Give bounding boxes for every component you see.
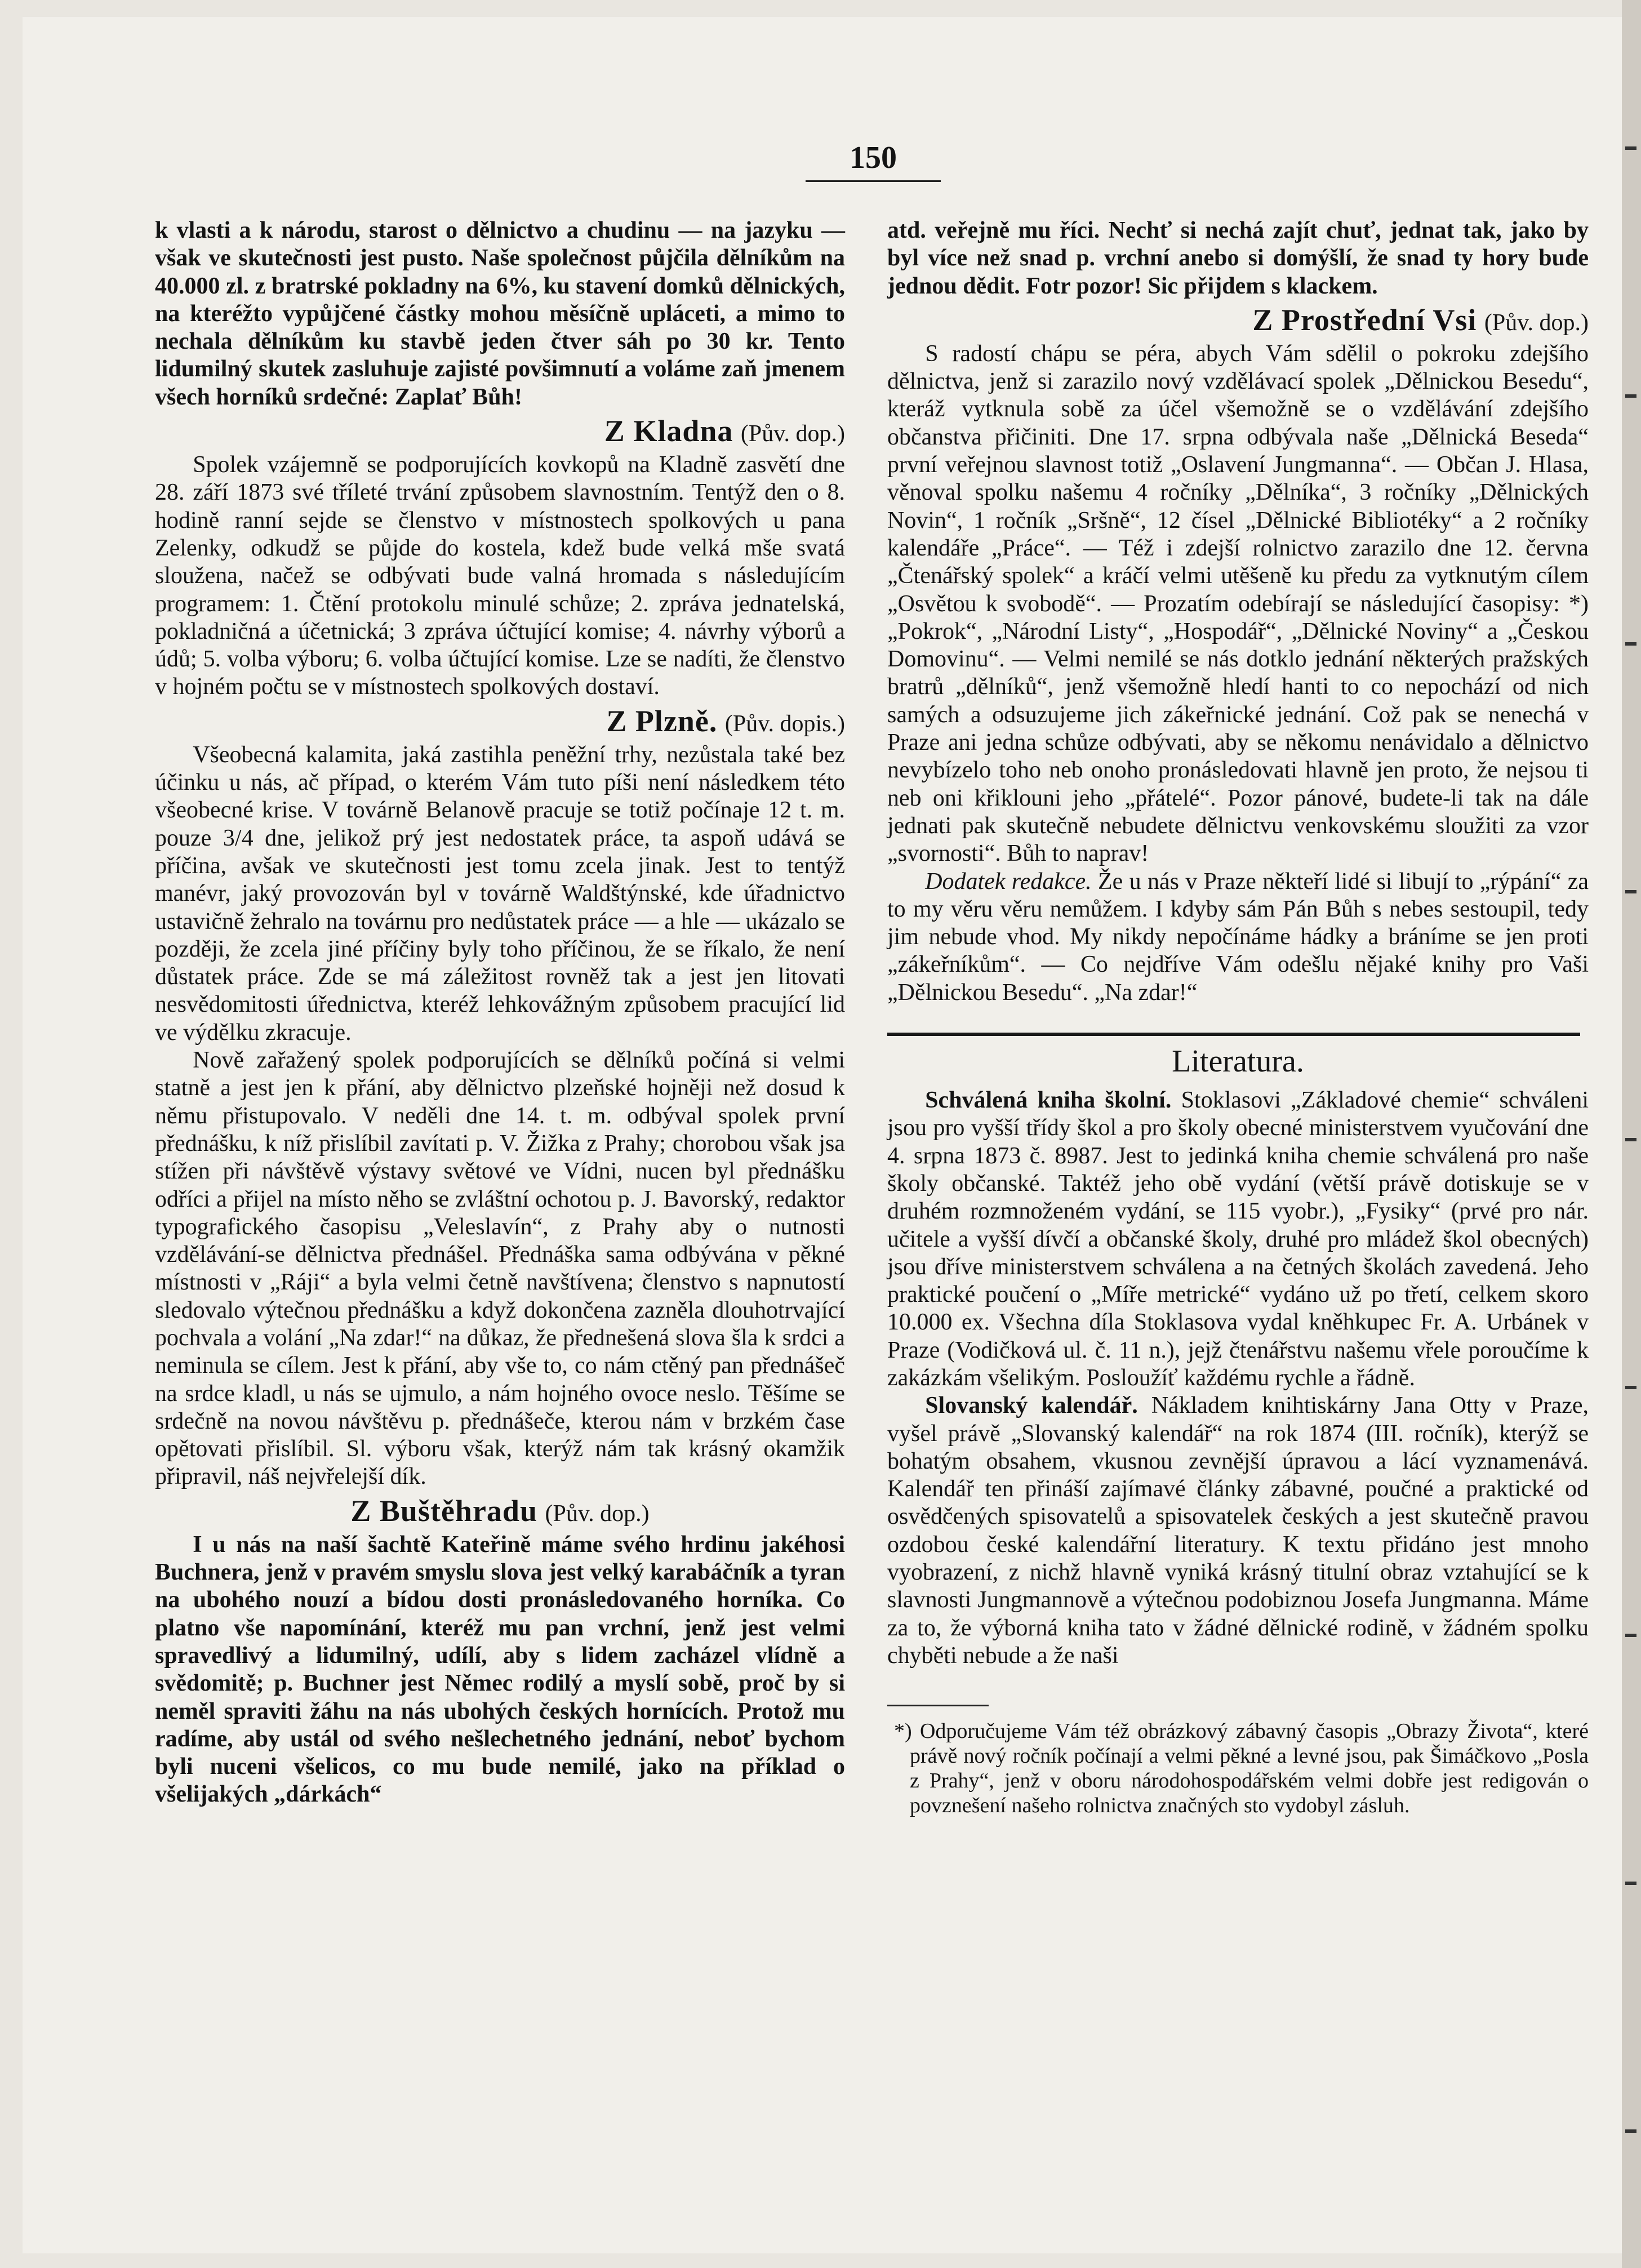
book-notice [887, 1087, 1589, 1392]
plzen-text-1: Všeobecná kalamita, jaká zastihla peněžní trhy, nezůstala také bez účinku u nás, ač případ, o kterém Vám tuto píši není následkem této všeobecné krise. V továrně Belanově pracuje se totiž počínaje 12 t. m. pouze 3/4 dne, jelikož prý jest nedostatek práce, ta aspoň udává se příčina, avšak ve skutečnosti jest tomu zcela jinak. Jest to tentýž manévr, jaký provozován byl v továrně Waldštýnské, kde úřadnictvo ustavičně žehralo na továrnu pro nedůstatek práce — a hle — ukázalo se později, že zcela jiné příčiny byly toho příčinou, že se říkalo, že není důstatek práce. Zde se má záležitost rovněž tak a jest jen litovati nesvědomitosti úřednictva, kteréž lehkovážným způsobem pracující lid ve výdělku zkracuje. [155, 741, 845, 1046]
edge-mark [1625, 642, 1636, 646]
prostredni-ves-text: S radostí chápu se péra, abych Vám sdělil o pokroku zdejšího dělnictva, jenž si zarazilo nový vzdělávací spolek „Dělnickou Besedu“, kteráž vytknula sobě za účel všemožně se o vzdělávání zdejšího občanstva přičiniti. Dne 17. srpna odbývala naše „Dělnická Beseda“ první veřejnou slavnost totiž „Oslavení Jungmanna“. — Občan J. Hlasa, věnoval spolku našemu 4 ročníky „Dělníka“, 3 ročníky „Dělnických Novin“, 1 ročník „Sršně“, 12 čísel „Dělnické Bibliotéky“ a 2 ročníky kalendáře „Práce“. — Též i zdejší rolnictvo zarazilo dne 12. června „Čtenářský spolek“ a kráčí velmi utěšeně ku předu za vytknutým cílem „Osvětou k svobodě“. — Prozatím odebírají se následující časopisy: *) „Pokrok“, „Národní Listy“, „Hospodář“, „Dělnické Noviny“ a „Českou Domovinu“. — Velmi nemilé se nás dotklo jednání některých pražských bratrů „dělníků“, jenž všemožně hledí hanti to co nepochází od nich samých a odsuzujeme jich zákeřnické jednání. Což pak se nenechá v Praze ani jedna schůze odbývati, aby se někomu nenávidalo a dělnictvo nevybízelo toho neb onoho pronásledovati hlavně jen proto, že nejsou ti neb oni křiklouni jeho „přátelé“. Pozor pánové, budete-li tak na dále jednati pak skutečně nebudete dělnictvu venkovskému sloužiti za vzor „svornosti“. Bůh to naprav! [887, 340, 1589, 867]
calendar-notice-lead: Slovanský kalendář. [925, 1393, 1138, 1419]
plzen-note: (Pův. dopis.) [724, 710, 845, 737]
addendum-text: Že u nás v Praze někteří lidé si libují to „rýpání“ za to my věru věru nemůžem. I kdyby sám Pán Bůh s nebes sestoupil, tedy jim nebude vhod. My nikdy nepočínáme hádky a bráníme se jen proti „zákeřníkům“. — Co nejdříve Vám odešlu nějaké knihy pro Vaši „Dělnickou Besedu“. „Na zdar!“ [887, 868, 1589, 1006]
page-number-rule [806, 180, 941, 182]
kladno-heading [155, 413, 845, 451]
prostredni-ves-heading [887, 303, 1589, 340]
edge-mark [1625, 1882, 1636, 1885]
calendar-notice [887, 1392, 1589, 1670]
prostredni-ves-title: Z Prostřední Vsi [1252, 303, 1477, 337]
bustehrad-heading [155, 1493, 845, 1531]
editorial-addendum [887, 868, 1589, 1007]
binding-edge [1622, 0, 1641, 2268]
bustehrad-text: I u nás na naší šachtě Kateřině máme svého hrdinu jakéhosi Buchnera, jenž v pravém smyslu slova jest velký karabáčník a tyran na ubohého nouzí a bídou dosti pronásledovaného horníka. Co platno vše napomínání, kteréž mu pan vrchní, jenž jest velmi spravedlivý a lidumilný, udílí, aby s lidem zacházel vlídně a svědomitě; p. Buchner jest Němec rodilý a myslí sobě, proč by si neměl spraviti žáhu na nás ubohých českých hornících. Protož mu radíme, aby ustál od svého nešlechetného jednání, neboť bychom byli nuceni všelicos, co mu bude nemilé, jako na příklad o všelijakých „dárkách“ [155, 1531, 845, 1808]
page-number: 150 [850, 140, 897, 175]
intro-paragraph: k vlasti a k národu, starost o dělnictvo a chudinu — na jazyku — však ve skutečnosti jest pusto. Naše společnost půjčila dělníkům na 40.000 zl. z bratrské pokladny na 6%, ku stavení domků dělnických, na kteréžto vypůjčené částky mohou měsíčně upláceti, a mimo to nechala dělníkům ku stavbě jeden čtver sáh po 30 kr. Tento lidumilný skutek zasluhuje zajisté povšimnutí a voláme zaň jmenem všech horníků srdečné: Zaplať Bůh! [155, 217, 845, 410]
edge-mark [1625, 1386, 1636, 1389]
footnote-rule [887, 1705, 989, 1706]
kladno-title: Z Kladna [604, 414, 733, 448]
kladno-note: (Pův. dop.) [740, 421, 845, 447]
edge-mark [1625, 1138, 1636, 1141]
kladno-text: Spolek vzájemně se podporujících kovkopů na Kladně zasvětí dne 28. září 1873 své tříleté trvání způsobem slavnostním. Tentýž den o 8. hodině ranní sejde se členstvo v místnostech spolkových u pana Zelenky, odkudž se půjde do kostela, kdež bude velká mše svatá sloužena, načež se odbývati bude valná hromada s následujícím programem: 1. Čtění protokolu minulé schůze; 2. zpráva jednatelská, pokladničná a účetnická; 3 zpráva účtující komise; 4. návrhy výborů a údů; 5. volba výboru; 6. volba účtující komise. Lze se nadíti, že členstvo v hojném počtu se v místnostech spolkových dostaví. [155, 452, 845, 700]
left-column [155, 217, 845, 1809]
addendum-label: Dodatek redakce. [925, 868, 1092, 895]
bustehrad-title: Z Buštěhradu [350, 1493, 537, 1528]
prostredni-ves-note: (Pův. dop.) [1484, 309, 1589, 336]
book-notice-text: Stoklasovi „Základové chemie“ schváleni jsou pro vyšší třídy škol a pro školy obecné ministerstvem vyučování dne 4. srpna 1873 č. 8987. Jest to jedinká kniha chemie schválená pro naše školy občanské. Taktéž jeho obě vydání (větší právě dotiskuje se v druhém rozmnoženém vydání, se 115 vyobr.), „Fysiky“ (prvé pro nár. učitele a vyšší dívčí a občanské školy, druhé pro mládež škol obecných) jsou dříve ministerstvem schválena a na četných školách zavedená. Jeho praktické poučení o „Míře metrické“ vydáno už po třetí, celkem skoro 10.000 ex. Všechna díla Stoklasova vydal kněhkupec Fr. A. Urbánek v Praze (Vodičková ul. č. 11 n.), jejž čtenářstvu našemu vřele poroučíme k zakázkám všelikým. Posloužíť každému rychle a řádně. [887, 1087, 1589, 1391]
edge-mark [1625, 146, 1636, 150]
footnote: *) Odporučujeme Vám též obrázkový zábavný časopis „Obrazy Života“, které právě nový ročník počínají a velmi pěkné a levné jsou, pak Šimáčkovo „Posla z Prahy“, jenž v oboru národohospodářském velmi dobře jest redigován o povznešení našeho rolnictva značných sto vydobyl zásluh. [894, 1719, 1589, 1818]
continuation-paragraph: atd. veřejně mu říci. Nechť si nechá zajít chuť, jednat tak, jako by byl více než snad p. vrchní anebo si domýšlí, že snad ty hory bude jednou dědit. Fotr pozor! Sic přijdem s klackem. [887, 217, 1589, 299]
edge-mark [1625, 1634, 1636, 1637]
edge-mark [1625, 890, 1636, 893]
calendar-notice-text: Nákladem knihtiskárny Jana Otty v Praze, vyšel právě „Slovanský kalendář“ na rok 1874 (III. ročník), kterýž se bohatým obsahem, vkusnou zevnější úpravou a lácí vyznamenává. Kalendář ten přináší zajímavé články zábavné, poučné a praktické od osvědčených spisovatelů a spisovatelek českých a jest skutečně pravou ozdobou české kalendářní literatury. K textu přidáno jest mnoho vyobrazení, z nichž hlavně vyniká krásný titulní obraz vztahující se k slavnosti Jungmannově a výtečnou podobiznou Josefa Jungmanna. Máme za to, že výborná kniha tato v žádné dělnické rodině, v žádném spolku chyběti nebude a že naši [887, 1393, 1589, 1669]
literature-section-title: Literatura. [1172, 1044, 1304, 1079]
plzen-heading [155, 704, 845, 741]
plzen-title: Z Plzně. [606, 704, 718, 738]
edge-mark [1625, 2129, 1636, 2133]
edge-mark [1625, 394, 1636, 398]
right-column [887, 217, 1589, 1818]
newspaper-page [23, 17, 1622, 2253]
section-divider [887, 1033, 1580, 1036]
book-notice-lead: Schválená kniha školní. [925, 1087, 1172, 1114]
plzen-text-2: Nově zařažený spolek podporujících se dělníků počíná si velmi statně a jest jen k přání, aby dělnictvo plzeňské hojněji než dosud k němu přistupovalo. V neděli dne 14. t. m. odbýval spolek první přednášku, k níž přislíbil zavítati p. V. Žižka z Prahy; chorobou však jsa stížen při návštěvě výstavy světové ve Vídni, nucen byl přednášku odříci a přijel na místo něho se zvláštní ochotou p. J. Bavorský, redaktor typografického časopisu „Veleslavín“, z Prahy aby o nutnosti vzdělávání-se dělnictva přednášel. Přednáška sama odbývána v pěkné místnosti v „Ráji“ a byla velmi četně navštívena; členstvo s napnutostí sledovalo výtečnou přednášku a když dokončena zazněla dlouhotrvající pochvala a volání „Na zdar!“ na důkaz, že přednešená slova šla k srdci a neminula se cílem. Jest k přání, aby vše to, co nám ctěný pan přednášeč na srdce kladl, u nás se ujmulo, a nám hojného ovoce neslo. Těšíme se srdečně na novou návštěvu p. přednášeče, kterou nám v brzkém čase opětovati přislíbil. Sl. výboru však, kterýž nám tak krásný okamžik připravil, náš nejvřelejší dík. [155, 1047, 845, 1490]
bustehrad-note: (Pův. dop.) [545, 1500, 650, 1527]
